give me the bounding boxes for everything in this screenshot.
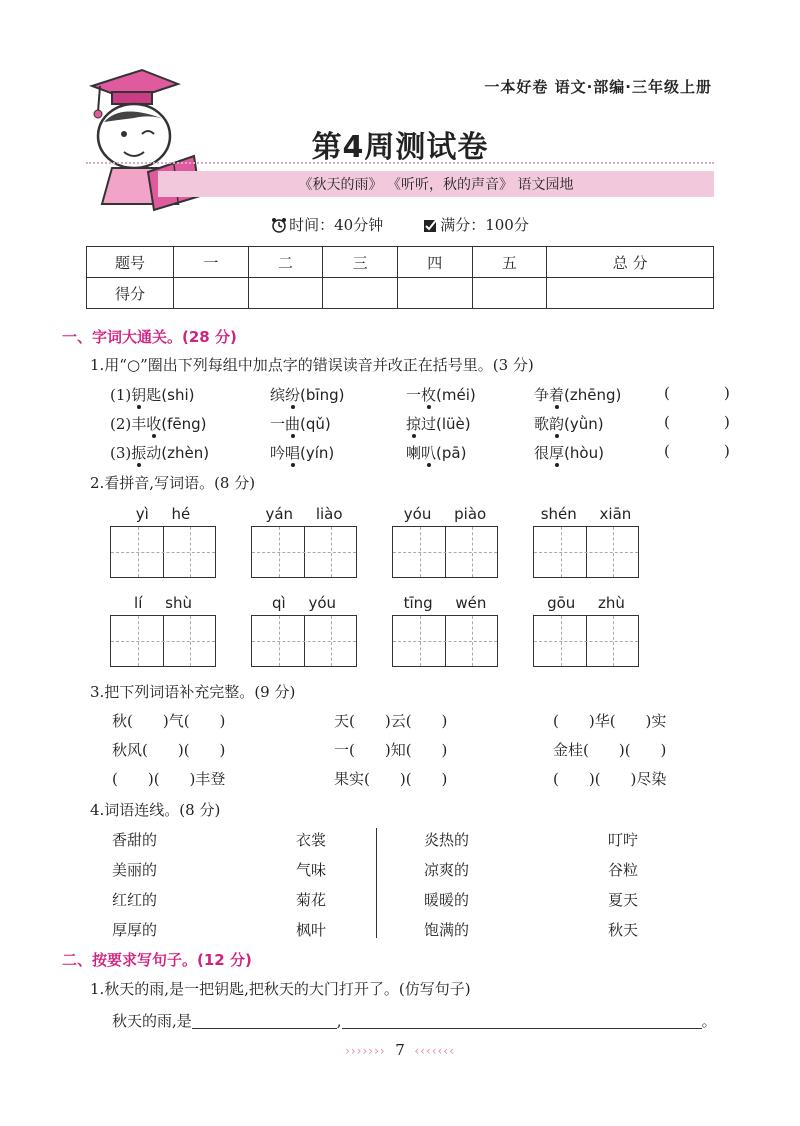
writing-grid[interactable] (392, 526, 498, 578)
chevron-left-icon: ‹‹‹‹‹‹‹ (414, 1044, 455, 1058)
q2-prompt: 2.看拼音,写词语。(8 分) (90, 474, 256, 492)
writing-grid[interactable] (533, 615, 639, 667)
section-2-title: 二、按要求写句子。(12 分) (62, 951, 252, 969)
match-word[interactable]: 气味 (296, 861, 327, 879)
writing-grid[interactable] (533, 526, 639, 578)
match-word[interactable]: 谷粒 (608, 861, 639, 879)
table-cell: 五 (472, 247, 547, 278)
match-word[interactable]: 枫叶 (296, 921, 327, 939)
match-word[interactable]: 凉爽的 (424, 861, 470, 879)
subtitle: 《秋天的雨》 《听听，秋的声音》 语文园地 (298, 177, 574, 193)
checkbox-icon (423, 218, 438, 233)
dotted-divider (86, 162, 714, 164)
q1-row-1-item-1: (1)钥匙(shi) (110, 386, 195, 404)
alarm-clock-icon (271, 217, 287, 233)
fill-in-item: 天( )云( ) (334, 712, 448, 730)
section-1-title: 一、字词大通关。(28 分) (62, 328, 237, 346)
writing-grid[interactable] (251, 615, 357, 667)
writing-grid[interactable] (110, 526, 216, 578)
q1-row-2-item-2: 一曲(qǔ) (270, 415, 331, 433)
match-word[interactable]: 秋天 (608, 921, 639, 939)
writing-grid[interactable] (392, 615, 498, 667)
match-word[interactable]: 叮咛 (608, 831, 639, 849)
q1-row-3-item-2: 吟唱(yín) (270, 444, 335, 462)
table-row (87, 278, 714, 309)
q1-row-3-item-4: 很厚(hòu) (534, 444, 604, 462)
q1-row-1-item-2: 缤纷(bīng) (270, 386, 345, 404)
table-cell: 一 (174, 247, 249, 278)
match-word[interactable]: 衣裳 (296, 831, 327, 849)
table-cell: 三 (323, 247, 398, 278)
q3-prompt: 3.把下列词语补充完整。(9 分) (90, 683, 296, 701)
column-divider (376, 828, 377, 938)
page-number: 7 (395, 1041, 405, 1059)
score-table (86, 246, 714, 309)
match-word[interactable]: 暖暖的 (424, 891, 470, 909)
q1-row-3-item-1: (3)振动(zhèn) (110, 444, 210, 462)
page-title: 第4周测试卷 (311, 130, 489, 165)
writing-grid[interactable] (251, 526, 357, 578)
pinyin-label: qì yóu (271, 594, 337, 612)
table-cell: 得分 (87, 278, 174, 309)
s2-q1-prompt: 1.秋天的雨,是一把钥匙,把秋天的大门打开了。(仿写句子) (90, 980, 471, 998)
fill-in-item: 秋风( )( ) (112, 741, 226, 759)
q1-row-1-item-3: 一枚(méi) (406, 386, 476, 404)
pinyin-label: gōu zhù (547, 594, 625, 612)
fill-in-item: ( )( )丰登 (112, 770, 226, 788)
answer-blank[interactable] (192, 1013, 337, 1029)
table-cell: 二 (248, 247, 323, 278)
pinyin-label: yì hé (135, 505, 191, 523)
chevron-right-icon: ››››››› (345, 1044, 386, 1058)
pinyin-label: shén xiān (540, 505, 632, 523)
time-label: 时间：40分钟 (289, 216, 384, 234)
match-word[interactable]: 红红的 (112, 891, 158, 909)
fill-in-item: 金桂( )( ) (553, 741, 667, 759)
answer-paren-close: ) (724, 384, 730, 402)
answer-paren-open: ( (664, 442, 670, 460)
page-footer (0, 1041, 800, 1059)
score-input-cell[interactable] (472, 278, 547, 309)
match-word[interactable]: 香甜的 (112, 831, 158, 849)
pinyin-label: yán liào (265, 505, 343, 523)
match-word[interactable]: 菊花 (296, 891, 327, 909)
answer-paren-close: ) (724, 442, 730, 460)
q1-prompt: 1.用“○”圈出下列每组中加点字的错误读音并改正在括号里。(3 分) (90, 356, 534, 374)
q1-row-2-item-1: (2)丰收(fēng) (110, 415, 207, 433)
match-word[interactable]: 夏天 (608, 891, 639, 909)
table-row (87, 247, 714, 278)
score-label: 满分：100分 (440, 216, 529, 234)
table-cell: 总 分 (547, 247, 714, 278)
fill-in-item: ( )( )尽染 (553, 770, 667, 788)
pinyin-label: lí shù (134, 594, 192, 612)
match-word[interactable]: 厚厚的 (112, 921, 158, 939)
match-word[interactable]: 饱满的 (424, 921, 470, 939)
answer-paren-open: ( (664, 413, 670, 431)
score-input-cell[interactable] (323, 278, 398, 309)
match-word[interactable]: 美丽的 (112, 861, 158, 879)
score-input-cell[interactable] (174, 278, 249, 309)
q1-row-2-item-4: 歌韵(yǜn) (534, 415, 604, 433)
fill-in-item: 一( )知( ) (334, 741, 448, 759)
q4-prompt: 4.词语连线。(8 分) (90, 801, 221, 819)
pinyin-label: yóu piào (403, 505, 487, 523)
answer-paren-open: ( (664, 384, 670, 402)
table-cell: 四 (397, 247, 472, 278)
exam-meta (0, 214, 800, 235)
pinyin-label: tīng wén (403, 594, 487, 612)
answer-paren-close: ) (724, 413, 730, 431)
fill-in-item: ( )华( )实 (553, 712, 667, 730)
q1-row-3-item-3: 喇叭(pā) (406, 444, 467, 462)
table-cell: 题号 (87, 247, 174, 278)
match-word[interactable]: 炎热的 (424, 831, 470, 849)
fill-in-item: 果实( )( ) (334, 770, 448, 788)
fill-in-item: 秋( )气( ) (112, 712, 226, 730)
writing-grid[interactable] (110, 615, 216, 667)
score-input-cell[interactable] (248, 278, 323, 309)
q1-row-1-item-4: 争着(zhēng) (534, 386, 622, 404)
score-input-cell[interactable] (547, 278, 714, 309)
q1-row-2-item-3: 掠过(lüè) (406, 415, 471, 433)
score-input-cell[interactable] (397, 278, 472, 309)
answer-blank[interactable] (342, 1013, 702, 1029)
series-label: 一本好卷 语文·部编·三年级上册 (484, 78, 712, 96)
imitation-sentence-line: 秋天的雨,是 , 。 (112, 1012, 717, 1030)
